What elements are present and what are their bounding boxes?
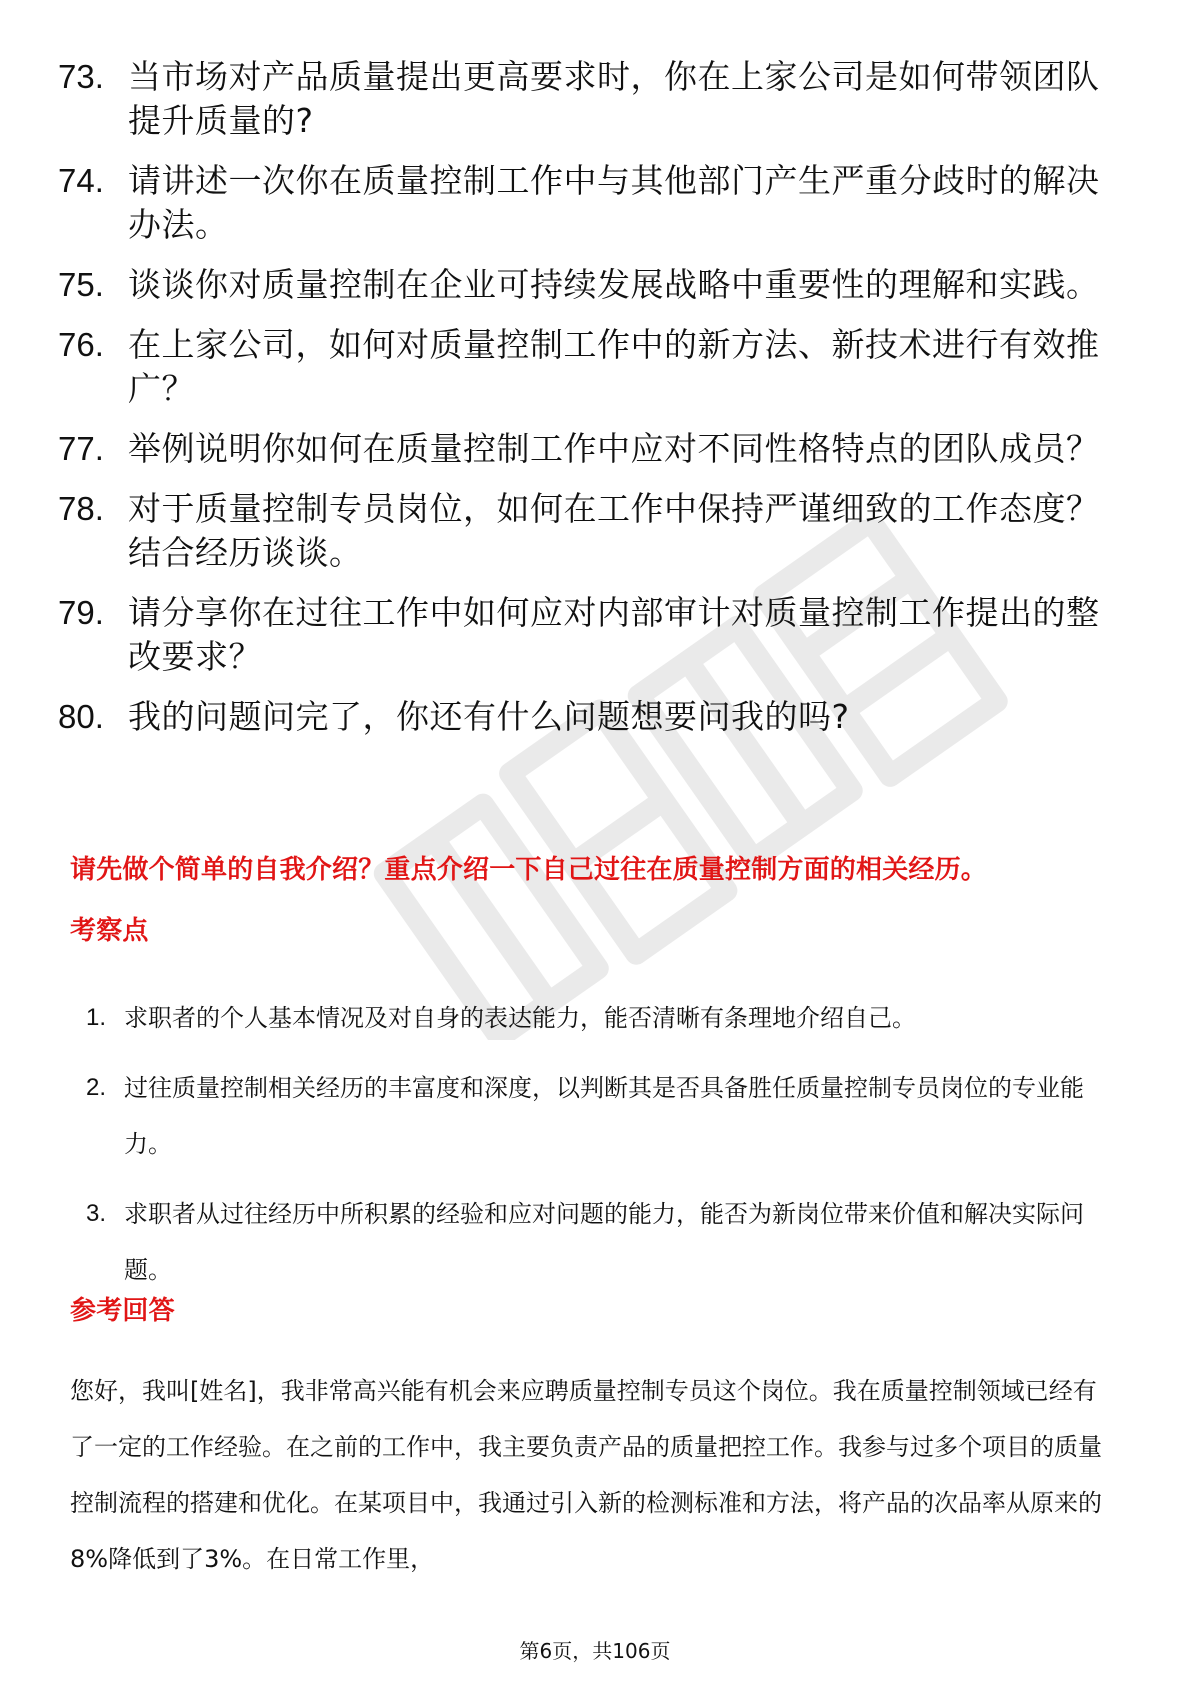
question-number: 77. — [58, 430, 104, 467]
focus-point-item — [76, 1186, 1126, 1298]
question-item — [58, 487, 1128, 575]
question-number: 74. — [58, 162, 104, 199]
question-text: 当市场对产品质量提出更高要求时，你在上家公司是如何带领团队提升质量的? — [128, 57, 1100, 140]
reference-heading: 参考回答 — [70, 1296, 175, 1326]
question-text: 请分享你在过往工作中如何应对内部审计对质量控制工作提出的整改要求？ — [128, 593, 1100, 676]
question-text: 请讲述一次你在质量控制工作中与其他部门产生严重分歧时的解决办法。 — [128, 161, 1100, 244]
section-question: 请先做个简单的自我介绍？重点介绍一下自己过往在质量控制方面的相关经历。 — [70, 855, 988, 885]
question-item — [58, 159, 1128, 247]
question-item — [58, 695, 1128, 739]
focus-heading: 考察点 — [70, 916, 149, 946]
focus-point-list — [76, 990, 1126, 1312]
question-number: 75. — [58, 266, 104, 303]
question-text: 谈谈你对质量控制在企业可持续发展战略中重要性的理解和实践。 — [128, 265, 1100, 304]
focus-point-text: 过往质量控制相关经历的丰富度和深度，以判断其是否具备胜任质量控制专员岗位的专业能力。 — [124, 1074, 1084, 1158]
question-text: 我的问题问完了，你还有什么问题想要问我的吗? — [128, 697, 850, 736]
question-item — [58, 263, 1128, 307]
focus-point-item — [76, 990, 1126, 1046]
focus-point-number: 1. — [86, 1004, 107, 1031]
page-footer: 第6页，共106页 — [519, 1639, 671, 1663]
question-text: 在上家公司，如何对质量控制工作中的新方法、新技术进行有效推广？ — [128, 325, 1100, 408]
focus-point-item — [76, 1060, 1126, 1172]
question-item — [58, 427, 1128, 471]
question-list — [58, 55, 1128, 755]
reference-answer: 您好，我叫[姓名]，我非常高兴能有机会来应聘质量控制专员这个岗位。我在质量控制领域已经有了一定的工作经验。在之前的工作中，我主要负责产品的质量把控工作。我参与过多个项目的质量控制流程的搭建和优化。在某项目中，我通过引入新的检测标准和方法，将产品的次品率从原来的8%降低到了3%。在日常工作里， — [70, 1377, 1102, 1573]
question-number: 80. — [58, 698, 104, 735]
question-item — [58, 323, 1128, 411]
focus-point-text: 求职者从过往经历中所积累的经验和应对问题的能力，能否为新岗位带来价值和解决实际问题。 — [124, 1200, 1084, 1284]
question-text: 对于质量控制专员岗位，如何在工作中保持严谨细致的工作态度？结合经历谈谈。 — [128, 489, 1100, 572]
question-number: 73. — [58, 58, 104, 95]
focus-point-number: 3. — [86, 1200, 107, 1227]
focus-point-text: 求职者的个人基本情况及对自身的表达能力，能否清晰有条理地介绍自己。 — [124, 1004, 916, 1032]
question-item — [58, 55, 1128, 143]
question-number: 76. — [58, 326, 104, 363]
question-item — [58, 591, 1128, 679]
question-text: 举例说明你如何在质量控制工作中应对不同性格特点的团队成员？ — [128, 429, 1100, 468]
question-number: 78. — [58, 490, 104, 527]
focus-point-number: 2. — [86, 1074, 107, 1101]
question-number: 79. — [58, 594, 104, 631]
